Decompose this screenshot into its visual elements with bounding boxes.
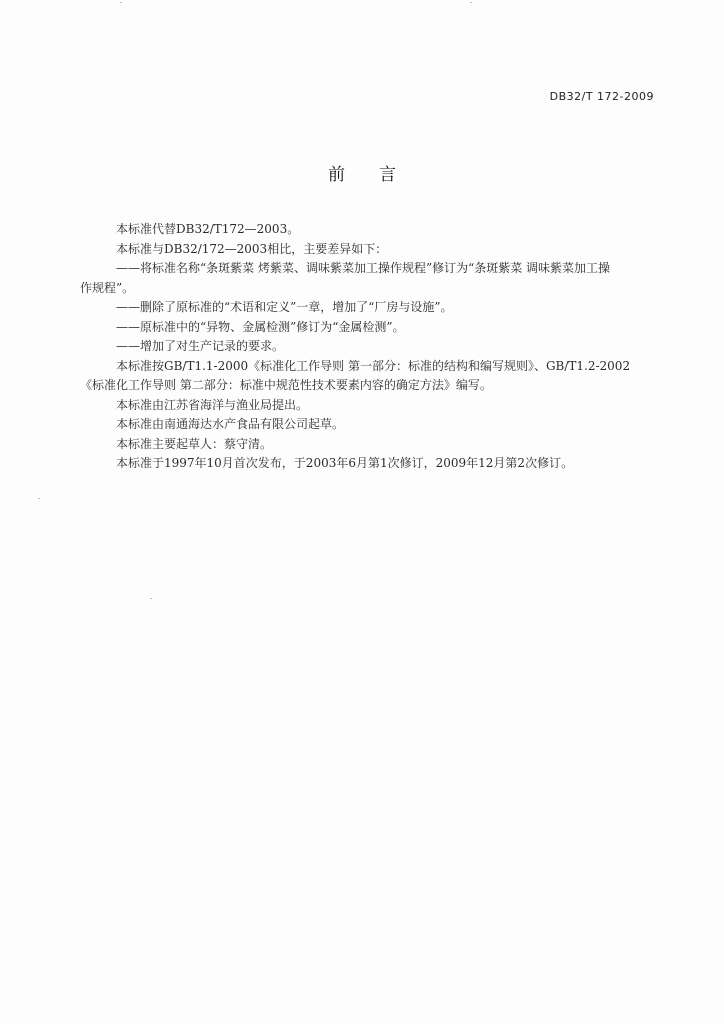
paragraph-differences: 本标准与DB32/172—2003相比，主要差异如下：	[116, 241, 388, 256]
title-char-2: 言	[379, 165, 396, 185]
change-item-detection: ——原标准中的“异物、金属检测”修订为“金属检测”。	[116, 319, 405, 334]
paragraph-history: 本标准于1997年10月首次发布，于2003年6月第1次修订，2009年12月第2次修订。	[116, 456, 574, 470]
paragraph-drafting-rules-continued: 《标准化工作导则 第二部分：标准中规范性技术要素内容的确定方法》编写。	[80, 378, 492, 392]
paragraph-drafter-person: 本标准主要起草人：蔡守清。	[116, 436, 273, 451]
paragraph-drafting-rules: 本标准按GB/T1.1-2000《标准化工作导则 第一部分：标准的结构和编写规则》、GB/T1.2-2002	[116, 358, 631, 373]
change-item-records: ——增加了对生产记录的要求。	[116, 339, 285, 353]
foreword-body	[80, 220, 664, 474]
paragraph-proposer: 本标准由江苏省海洋与渔业局提出。	[116, 397, 309, 412]
scan-speck	[38, 498, 40, 499]
document-code: DB32/T 172-2009	[549, 90, 654, 103]
change-item-title: ——将标准名称“条斑紫菜 烤紫菜、调味紫菜加工操作规程”修订为“条斑紫菜 调味紫菜加工操	[116, 261, 611, 275]
scan-speck	[150, 598, 152, 599]
page-title	[0, 160, 724, 185]
scan-speck	[120, 2, 122, 3]
scan-speck	[470, 2, 472, 3]
paragraph-replaces: 本标准代替DB32/T172—2003。	[116, 222, 300, 236]
change-item-title-continued: 作规程”。	[80, 280, 135, 295]
change-item-terms: ——删除了原标准的“术语和定义”一章，增加了“厂房与设施”。	[116, 300, 453, 314]
paragraph-drafter-org: 本标准由南通海达水产食品有限公司起草。	[116, 417, 345, 431]
title-char-1: 前	[328, 165, 345, 185]
